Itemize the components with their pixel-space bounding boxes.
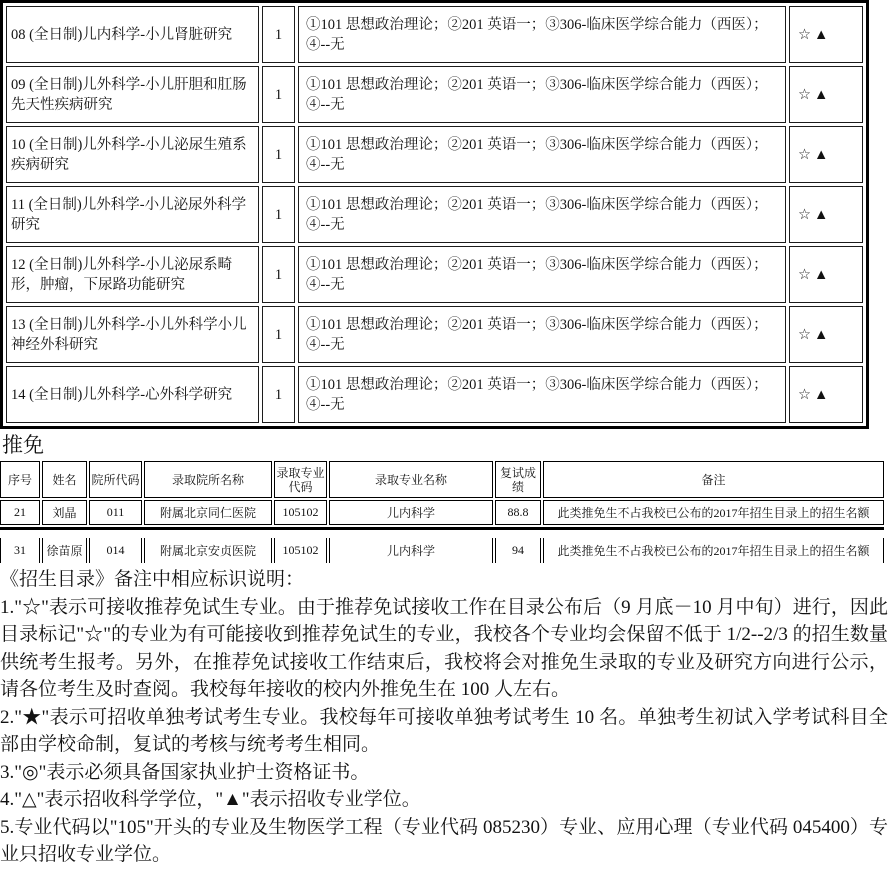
marks-cell bbox=[789, 306, 863, 363]
tuimian-header-no: 序号 bbox=[0, 461, 40, 498]
tuimian-header-major-name: 录取专业名称 bbox=[329, 461, 493, 498]
exam-subjects-cell: ①101 思想政治理论；②201 英语一；③306-临床医学综合能力（西医）；④--无 bbox=[298, 66, 786, 123]
tuimian-header-name: 姓名 bbox=[42, 461, 87, 498]
tuimian-cell-name: 徐苗原 bbox=[42, 538, 87, 563]
legend-title: 《招生目录》备注中相应标识说明： bbox=[0, 569, 305, 590]
tuimian-header-score: 复试成绩 bbox=[495, 461, 541, 498]
tuimian-header-remark: 备注 bbox=[543, 461, 884, 498]
tuimian-cell-no: 31 bbox=[0, 538, 40, 563]
tuimian-cell-no: 21 bbox=[0, 500, 40, 525]
legend-item-4: 4."△"表示招收科学学位，"▲"表示招收专业学位。 bbox=[0, 789, 421, 810]
tuimian-cell-major-code: 105102 bbox=[274, 538, 327, 563]
page-break-gap bbox=[0, 532, 884, 536]
legend-item-3: 3."◎"表示必须具备国家执业护士资格证书。 bbox=[0, 761, 370, 783]
catalog-row bbox=[6, 306, 863, 363]
star-triangle-marks: ☆▲ bbox=[798, 266, 832, 283]
quota-cell: 1 bbox=[262, 126, 295, 183]
quota-cell: 1 bbox=[262, 66, 295, 123]
marks-cell bbox=[789, 126, 863, 183]
tuimian-cell-score: 88.8 bbox=[495, 500, 541, 525]
tuimian-cell-inst-code: 014 bbox=[89, 538, 142, 563]
program-name-cell: 14 (全日制)儿外科学-心外科学研究 bbox=[6, 366, 259, 423]
marks-cell bbox=[789, 6, 863, 63]
program-catalog-table bbox=[0, 0, 869, 429]
star-triangle-marks: ☆▲ bbox=[798, 326, 832, 343]
legend-item-1: 1."☆"表示可接收推荐免试生专业。由于推荐免试接收工作在目录公布后（9 月底－10 月中旬）进行，因此目录标记"☆"的专业为有可能接收到推荐免试生的专业，我校各个专业均会保留不低于 1/2--2/3 的招生数量供统考生报考。另外，在推荐免试接收工作结束后，我校将会对推免生录取的专业及研究方向进行公示，请各位考生及时查阅。我校每年接收的校内外推免生在 100 人左右。 bbox=[0, 596, 888, 700]
tuimian-header-inst-code: 院所代码 bbox=[89, 461, 142, 498]
program-name-cell: 11 (全日制)儿外科学-小儿泌尿外科学研究 bbox=[6, 186, 259, 243]
marks-cell bbox=[789, 186, 863, 243]
marks-cell bbox=[789, 366, 863, 423]
star-triangle-marks: ☆▲ bbox=[798, 26, 832, 43]
program-name-cell: 10 (全日制)儿外科学-小儿泌尿生殖系疾病研究 bbox=[6, 126, 259, 183]
tuimian-cell-remark: 此类推免生不占我校已公布的2017年招生目录上的招生名额 bbox=[543, 500, 884, 525]
catalog-row bbox=[6, 186, 863, 243]
tuimian-cell-inst-name: 附属北京安贞医院 bbox=[144, 538, 272, 563]
tuimian-cell-major-code: 105102 bbox=[274, 500, 327, 525]
marks-cell bbox=[789, 66, 863, 123]
catalog-row bbox=[6, 246, 863, 303]
star-triangle-marks: ☆▲ bbox=[798, 86, 832, 103]
tuimian-header-inst-name: 录取院所名称 bbox=[144, 461, 272, 498]
quota-cell: 1 bbox=[262, 306, 295, 363]
tuimian-cell-name: 刘晶 bbox=[42, 500, 87, 525]
legend-item-5: 5.专业代码以"105"开头的专业及生物医学工程（专业代码 085230）专业、应用心理（专业代码 045400）专业只招收专业学位。 bbox=[0, 816, 888, 865]
program-name-cell: 13 (全日制)儿外科学-小儿外科学小儿神经外科研究 bbox=[6, 306, 259, 363]
tuimian-cell-inst-name: 附属北京同仁医院 bbox=[144, 500, 272, 525]
catalog-row bbox=[6, 366, 863, 423]
star-triangle-marks: ☆▲ bbox=[798, 146, 832, 163]
tuimian-cell-inst-code: 011 bbox=[89, 500, 142, 525]
quota-cell: 1 bbox=[262, 366, 295, 423]
quota-cell: 1 bbox=[262, 246, 295, 303]
marks-cell bbox=[789, 246, 863, 303]
tuimian-cell-major-name: 儿内科学 bbox=[329, 538, 493, 563]
exam-subjects-cell: ①101 思想政治理论；②201 英语一；③306-临床医学综合能力（西医）；④--无 bbox=[298, 126, 786, 183]
star-triangle-marks: ☆▲ bbox=[798, 206, 832, 223]
tuimian-cell-score: 94 bbox=[495, 538, 541, 563]
exam-subjects-cell: ①101 思想政治理论；②201 英语一；③306-临床医学综合能力（西医）；④--无 bbox=[298, 6, 786, 63]
exam-subjects-cell: ①101 思想政治理论；②201 英语一；③306-临床医学综合能力（西医）；④--无 bbox=[298, 246, 786, 303]
catalog-row bbox=[6, 6, 863, 63]
tuimian-cell-major-name: 儿内科学 bbox=[329, 500, 493, 525]
legend-notes bbox=[0, 566, 888, 869]
tuimian-table bbox=[0, 461, 884, 563]
tuimian-heading: 推免 bbox=[2, 433, 44, 457]
tuimian-cell-remark: 此类推免生不占我校已公布的2017年招生目录上的招生名额 bbox=[543, 538, 884, 563]
legend-item-2: 2."★"表示可招收单独考试考生专业。我校每年可接收单独考试考生 10 名。单独考生初试入学考试科目全部由学校命制，复试的考核与统考考生相同。 bbox=[0, 706, 888, 755]
program-name-cell: 08 (全日制)儿内科学-小儿肾脏研究 bbox=[6, 6, 259, 63]
star-triangle-marks: ☆▲ bbox=[798, 386, 832, 403]
exam-subjects-cell: ①101 思想政治理论；②201 英语一；③306-临床医学综合能力（西医）；④--无 bbox=[298, 306, 786, 363]
exam-subjects-cell: ①101 思想政治理论；②201 英语一；③306-临床医学综合能力（西医）；④--无 bbox=[298, 186, 786, 243]
tuimian-header-major-code: 录取专业代码 bbox=[274, 461, 327, 498]
quota-cell: 1 bbox=[262, 186, 295, 243]
program-name-cell: 12 (全日制)儿外科学-小儿泌尿系畸形，肿瘤，下尿路功能研究 bbox=[6, 246, 259, 303]
catalog-row bbox=[6, 66, 863, 123]
program-name-cell: 09 (全日制)儿外科学-小儿肝胆和肛肠先天性疾病研究 bbox=[6, 66, 259, 123]
quota-cell: 1 bbox=[262, 6, 295, 63]
catalog-row bbox=[6, 126, 863, 183]
exam-subjects-cell: ①101 思想政治理论；②201 英语一；③306-临床医学综合能力（西医）；④--无 bbox=[298, 366, 786, 423]
page-break-rule bbox=[0, 527, 884, 530]
